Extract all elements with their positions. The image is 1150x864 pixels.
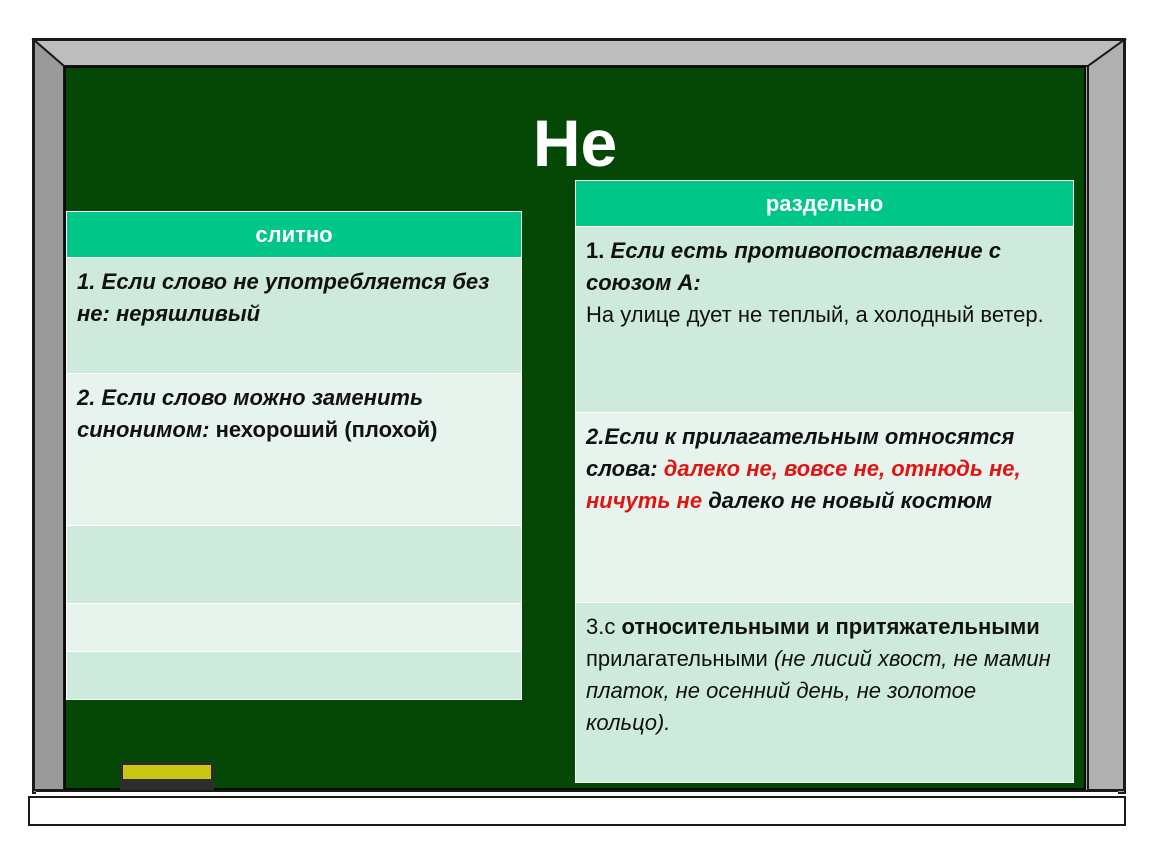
left-row-2-rule: 2. Если слово можно заменить синонимом: [77, 385, 424, 442]
right-table [575, 180, 1074, 783]
right-header: раздельно [576, 181, 1074, 227]
left-row-2 [67, 374, 522, 526]
right-row-3-examples: (не лисий хвост, не мамин платок, не осенний день, не золотое кольцо). [586, 646, 1051, 735]
left-row-empty-1 [67, 526, 522, 604]
right-row-3-adjectives: относительными и притяжательными [621, 614, 1040, 639]
left-header: слитно [67, 212, 522, 258]
page-title: Не [532, 106, 618, 180]
right-row-1-example: На улице дует не теплый, а холодный ветер. [586, 302, 1044, 327]
left-row-2-example: нехороший (плохой) [215, 417, 438, 442]
right-row-3-prefix: 3.с [586, 614, 616, 639]
right-row-2 [576, 413, 1074, 603]
eraser-felt [123, 765, 211, 779]
right-row-2-words: далеко не, вовсе не, отнюдь не, ничуть не [586, 456, 1021, 513]
chalk-tray [28, 796, 1126, 826]
left-row-1 [67, 258, 522, 374]
left-row-empty-2 [67, 604, 522, 652]
left-table [66, 211, 522, 700]
right-row-3-word: прилагательными [586, 646, 768, 671]
right-row-3 [576, 603, 1074, 783]
right-row-2-example: далеко не новый костюм [708, 488, 993, 513]
right-row-1 [576, 227, 1074, 413]
right-row-1-rule: Если есть противопоставление с союзом А: [586, 238, 1002, 295]
left-row-1-rule: 1. Если слово не употребляется без не: [77, 269, 490, 326]
right-row-2-rule: 2.Если к прилагательным относятся слова: [586, 424, 1015, 481]
left-row-empty-3 [67, 652, 522, 700]
left-row-1-example: неряшливый [115, 301, 261, 326]
right-row-1-number: 1. [586, 238, 605, 263]
